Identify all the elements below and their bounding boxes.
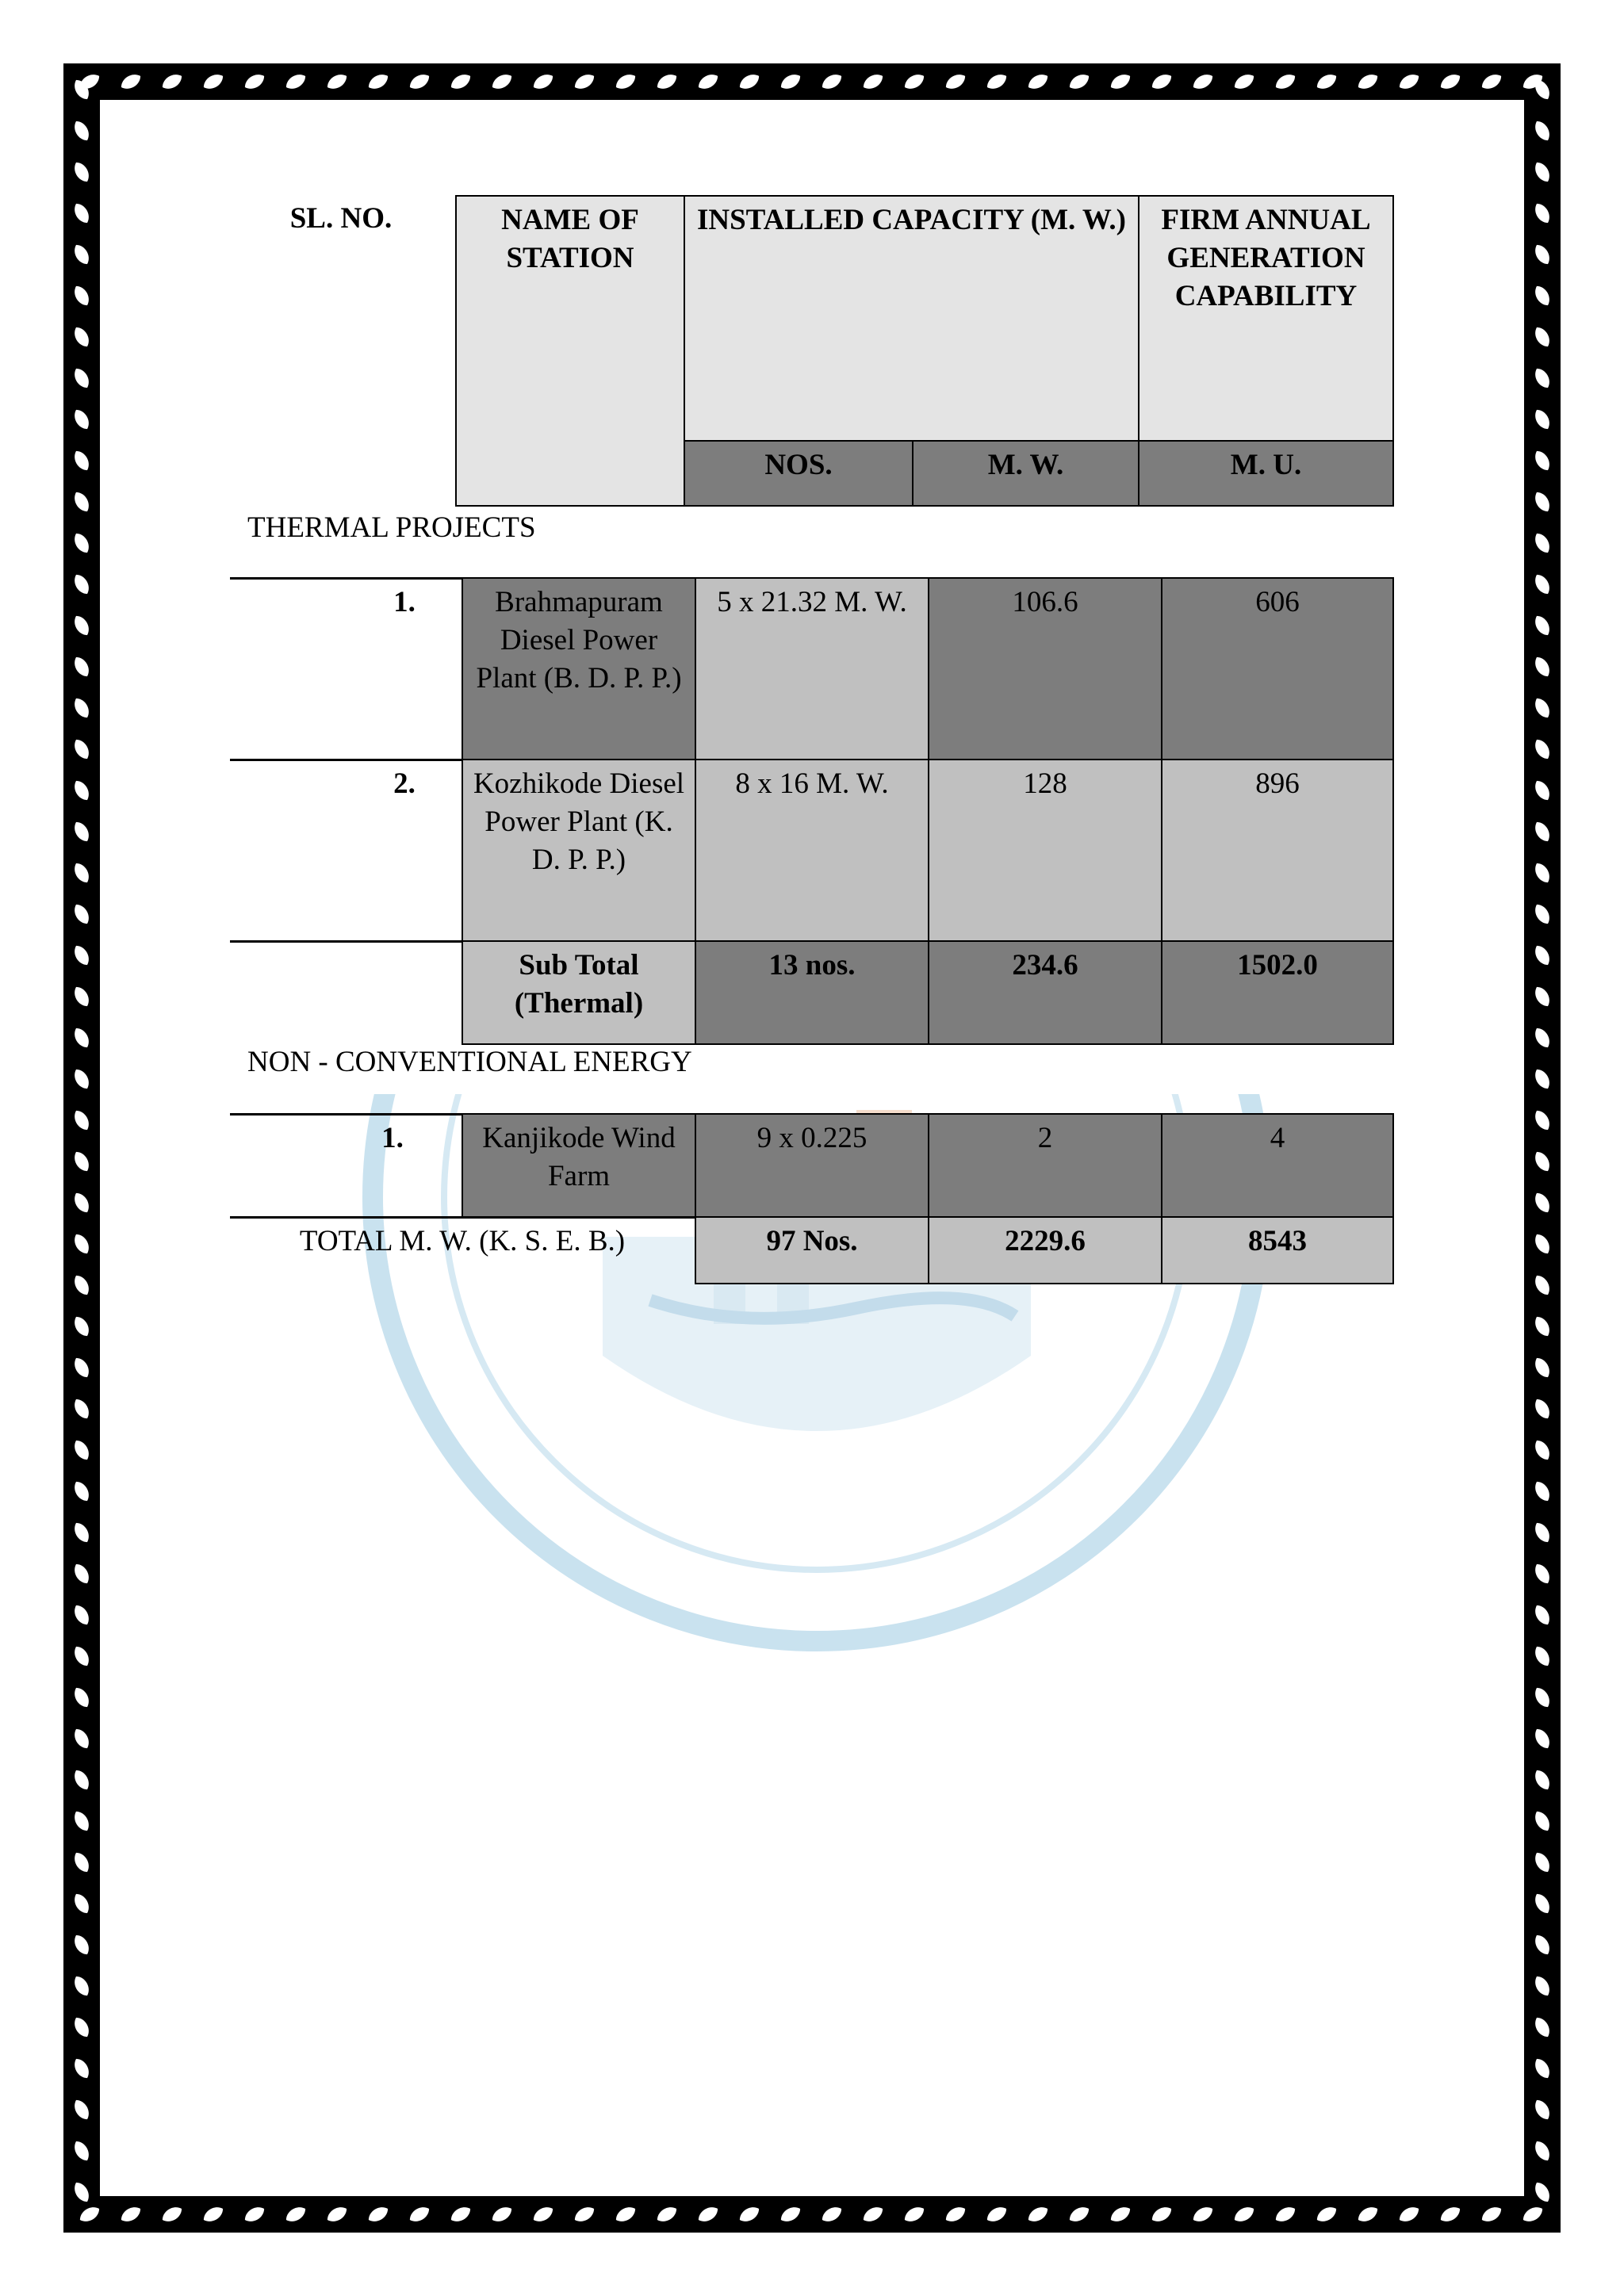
row-sl-no: 1.	[393, 586, 416, 618]
row-mu: 606	[1161, 577, 1394, 760]
row-mw: 106.6	[928, 577, 1162, 760]
row-station-name: Kanjikode Wind Farm	[462, 1113, 696, 1218]
total-mw: 2229.6	[928, 1216, 1162, 1284]
subtotal-mw: 234.6	[928, 940, 1162, 1045]
subtotal-nos: 13 nos.	[695, 940, 929, 1045]
subheader-mw: M. W.	[912, 440, 1139, 507]
section-title-thermal: THERMAL PROJECTS	[247, 511, 536, 544]
subheader-nos: NOS.	[684, 440, 914, 507]
total-nos: 97 Nos.	[695, 1216, 929, 1284]
row-sl-no: 1.	[381, 1122, 404, 1154]
row-station-name: Brahmapuram Diesel Power Plant (B. D. P. P.)	[462, 577, 696, 760]
row-mw: 2	[928, 1113, 1162, 1218]
subtotal-mu: 1502.0	[1161, 940, 1394, 1045]
row-nos: 8 x 16 M. W.	[695, 759, 929, 942]
col-header-station: NAME OF STATION	[455, 195, 685, 507]
total-label: TOTAL M. W. (K. S. E. B.)	[299, 1225, 626, 1257]
row-mu: 896	[1161, 759, 1394, 942]
section-title-nonconventional: NON - CONVENTIONAL ENERGY	[247, 1046, 692, 1078]
row-mu: 4	[1161, 1113, 1394, 1218]
row-station-name: Kozhikode Diesel Power Plant (K. D. P. P.)	[462, 759, 696, 942]
subheader-mu: M. U.	[1138, 440, 1394, 507]
row-nos: 5 x 21.32 M. W.	[695, 577, 929, 760]
row-mw: 128	[928, 759, 1162, 942]
row-sl-no: 2.	[393, 767, 416, 800]
subtotal-label: Sub Total (Thermal)	[462, 940, 696, 1045]
row-nos: 9 x 0.225	[695, 1113, 929, 1218]
col-header-sl-no: SL. NO.	[289, 202, 393, 235]
col-header-firm-annual: FIRM ANNUAL GENERATION CAPABILITY	[1138, 195, 1394, 442]
col-header-installed-capacity: INSTALLED CAPACITY (M. W.)	[684, 195, 1139, 442]
total-mu: 8543	[1161, 1216, 1394, 1284]
